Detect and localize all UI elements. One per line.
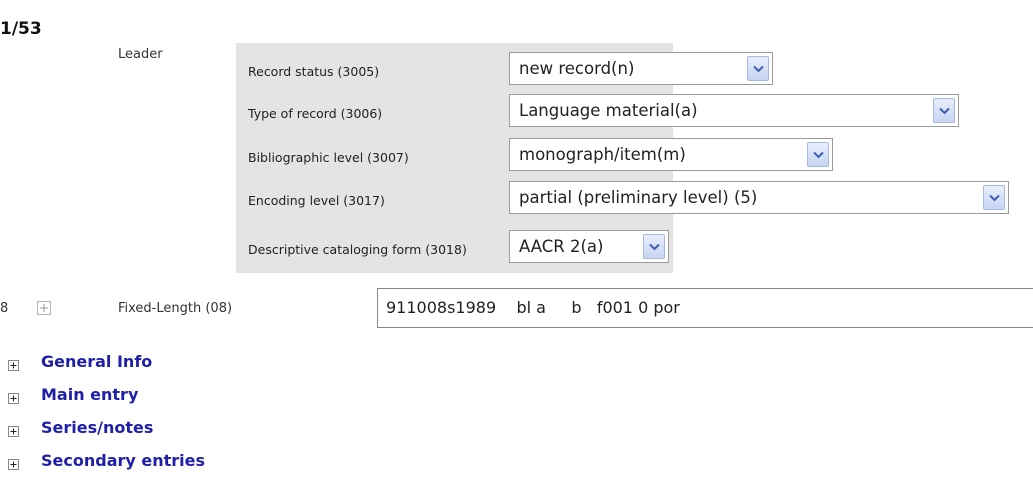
section-secondary-entries-label[interactable]: Secondary entries xyxy=(41,451,206,470)
plus-box-icon[interactable] xyxy=(37,300,51,314)
chevron-down-icon[interactable] xyxy=(643,234,665,259)
encoding-level-value: partial (preliminary level) (5) xyxy=(519,188,758,207)
type-of-record-select[interactable] xyxy=(509,94,959,127)
leader-row-descriptive-cataloging-form xyxy=(236,230,673,270)
leader-panel xyxy=(236,43,758,273)
encoding-level-label: Encoding level (3017) xyxy=(248,193,385,208)
bibliographic-level-value: monograph/item(m) xyxy=(519,145,686,164)
bibliographic-level-label: Bibliographic level (3007) xyxy=(248,150,409,165)
section-general-info-label[interactable]: General Info xyxy=(41,352,153,371)
leader-label: Leader xyxy=(118,47,163,62)
plus-box-icon[interactable] xyxy=(8,422,19,433)
descriptive-cataloging-form-value: AACR 2(a) xyxy=(519,237,604,256)
descriptive-cataloging-form-label: Descriptive cataloging form (3018) xyxy=(248,242,467,257)
leader-row-record-status xyxy=(236,52,673,92)
record-status-label: Record status (3005) xyxy=(248,64,380,79)
record-status-value: new record(n) xyxy=(519,59,635,78)
chevron-down-icon[interactable] xyxy=(983,185,1005,210)
descriptive-cataloging-form-select[interactable] xyxy=(509,230,669,263)
fixed-length-value: 911008s1989 bl a b f001 0 por xyxy=(386,298,680,317)
record-status-select[interactable] xyxy=(509,52,773,85)
leader-row-bibliographic-level xyxy=(236,138,686,178)
fixed-length-input[interactable] xyxy=(377,288,1033,328)
section-main-entry-label[interactable]: Main entry xyxy=(41,385,139,404)
bibliographic-level-select[interactable] xyxy=(509,138,833,171)
leader-row-type-of-record xyxy=(236,94,698,134)
encoding-level-select[interactable] xyxy=(509,181,1009,214)
chevron-down-icon[interactable] xyxy=(933,98,955,123)
type-of-record-value: Language material(a) xyxy=(519,101,698,120)
chevron-down-icon[interactable] xyxy=(747,56,769,81)
leader-row-encoding-level xyxy=(236,181,758,221)
plus-box-icon[interactable] xyxy=(8,389,19,400)
plus-box-icon[interactable] xyxy=(8,356,19,367)
chevron-down-icon[interactable] xyxy=(807,142,829,167)
record-counter: 1/53 xyxy=(0,19,42,39)
type-of-record-label: Type of record (3006) xyxy=(248,106,383,121)
fixed-length-tag: 8 xyxy=(0,301,9,316)
plus-box-icon[interactable] xyxy=(8,455,19,466)
section-series-notes-label[interactable]: Series/notes xyxy=(41,418,154,437)
fixed-length-label: Fixed-Length (08) xyxy=(118,301,233,316)
